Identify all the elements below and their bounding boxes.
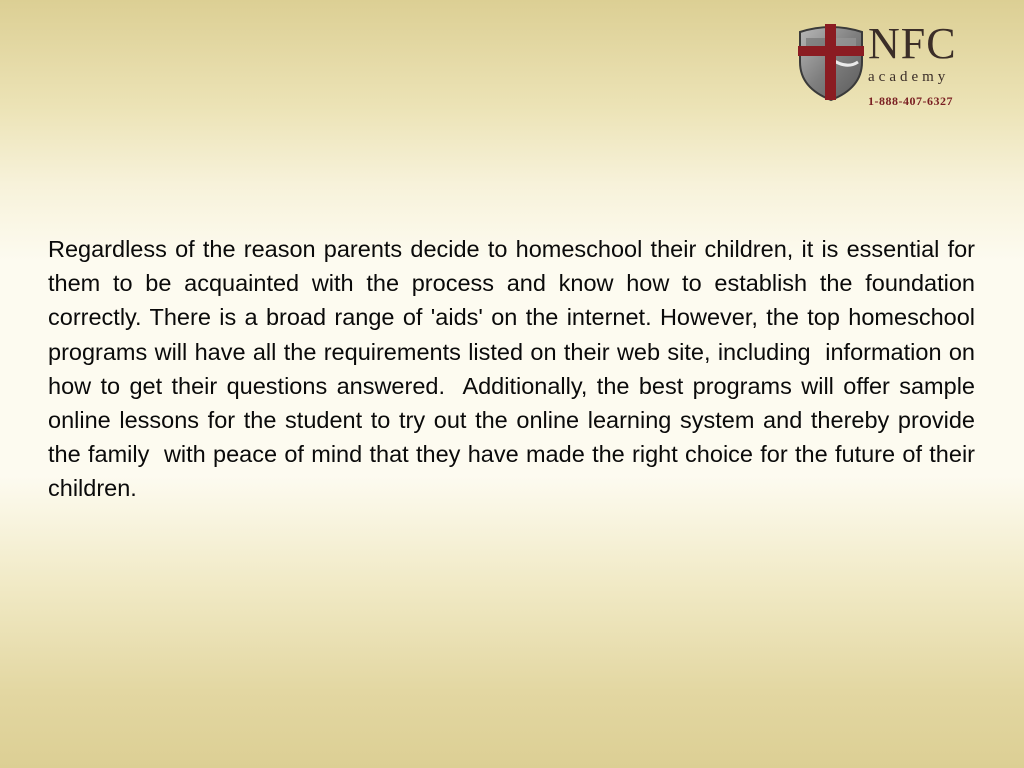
body-paragraph: Regardless of the reason parents decide to homeschool their children, it is essential for them to be acquainted with the process and know how to establish the foundation correctly. There is a broad range of 'aids' on the internet. However, the top homeschool programs will have all the requirements listed on their web site, including information on how to get their questions answered. Additionally, the best programs will offer sample online lessons for the student to try out the online learning system and thereby provide the family with peace of mind that they have made the right choice for the future of their children. xyxy=(48,236,982,502)
shield-cross-icon xyxy=(796,22,866,102)
brand-tagline: academy xyxy=(868,69,950,85)
brand-name: NFC xyxy=(868,19,957,68)
phone-number: 1-888-407-6327 xyxy=(868,94,953,108)
nfc-academy-logo xyxy=(796,18,982,114)
